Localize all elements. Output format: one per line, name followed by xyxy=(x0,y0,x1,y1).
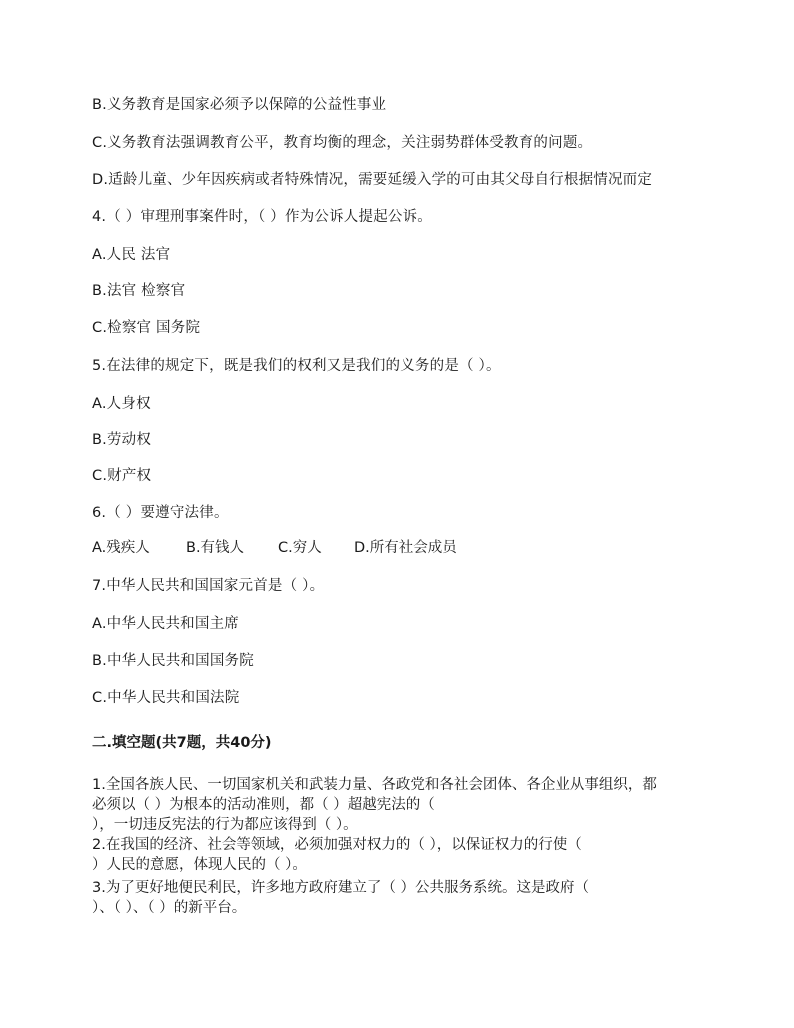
q4-option-c: C.检察官 国务院 xyxy=(92,320,201,336)
q7-option-b: B.中华人民共和国国务院 xyxy=(92,653,254,669)
question-5: 5.在法律的规定下，既是我们的权利又是我们的义务的是（ ）。 xyxy=(92,358,501,374)
q3-option-d: D.适龄儿童、少年因疾病或者特殊情况，需要延缓入学的可由其父母自行根据情况而定 xyxy=(92,172,653,188)
q4-option-a: A.人民 法官 xyxy=(92,247,171,263)
q7-option-a: A.中华人民共和国主席 xyxy=(92,616,239,632)
q6-option-a: A.残疾人 xyxy=(92,540,150,556)
section-title: 二.填空题(共7题，共40分) xyxy=(92,735,272,751)
q3-option-c: C.义务教育法强调教育公平，教育均衡的理念，关注弱势群体受教育的问题。 xyxy=(92,135,593,151)
q6-option-d: D.所有社会成员 xyxy=(354,540,457,556)
fill-question-3-line: ）、（ ）、（ ）的新平台。 xyxy=(92,900,247,916)
q3-option-b: B.义务教育是国家必须予以保障的公益性事业 xyxy=(92,97,387,113)
question-4: 4.（ ）审理刑事案件时，（ ）作为公诉人提起公诉。 xyxy=(92,209,433,225)
fill-question-1 xyxy=(92,775,702,835)
q7-option-c: C.中华人民共和国法院 xyxy=(92,690,240,706)
q5-option-b: B.劳动权 xyxy=(92,432,152,448)
q6-option-c: C.穷人 xyxy=(278,540,322,556)
q6-option-b: B.有钱人 xyxy=(186,540,245,556)
fill-question-1-line: 1.全国各族人民、一切国家机关和武装力量、各政党和各社会团体、各企业从事组织，都 xyxy=(92,777,657,793)
fill-question-2-line: 2.在我国的经济、社会等领域，必须加强对权力的（ ），以保证权力的行使（ xyxy=(92,837,582,853)
q4-option-b: B.法官 检察官 xyxy=(92,283,186,299)
fill-question-3-line: 3.为了更好地便民利民，许多地方政府建立了（ ）公共服务系统。这是政府（ xyxy=(92,880,589,896)
question-6: 6.（ ）要遵守法律。 xyxy=(92,505,229,521)
q5-option-c: C.财产权 xyxy=(92,468,152,484)
q5-option-a: A.人身权 xyxy=(92,396,151,412)
fill-question-2 xyxy=(92,835,702,875)
fill-question-2-line: ）人民的意愿，体现人民的（ ）。 xyxy=(92,857,307,873)
fill-question-1-line: ），一切违反宪法的行为都应该得到（ ）。 xyxy=(92,817,358,833)
fill-question-3 xyxy=(92,878,702,918)
question-7: 7.中华人民共和国国家元首是（ ）。 xyxy=(92,578,325,594)
fill-question-1-line: 必须以（ ）为根本的活动准则，都（ ）超越宪法的（ xyxy=(92,797,435,813)
